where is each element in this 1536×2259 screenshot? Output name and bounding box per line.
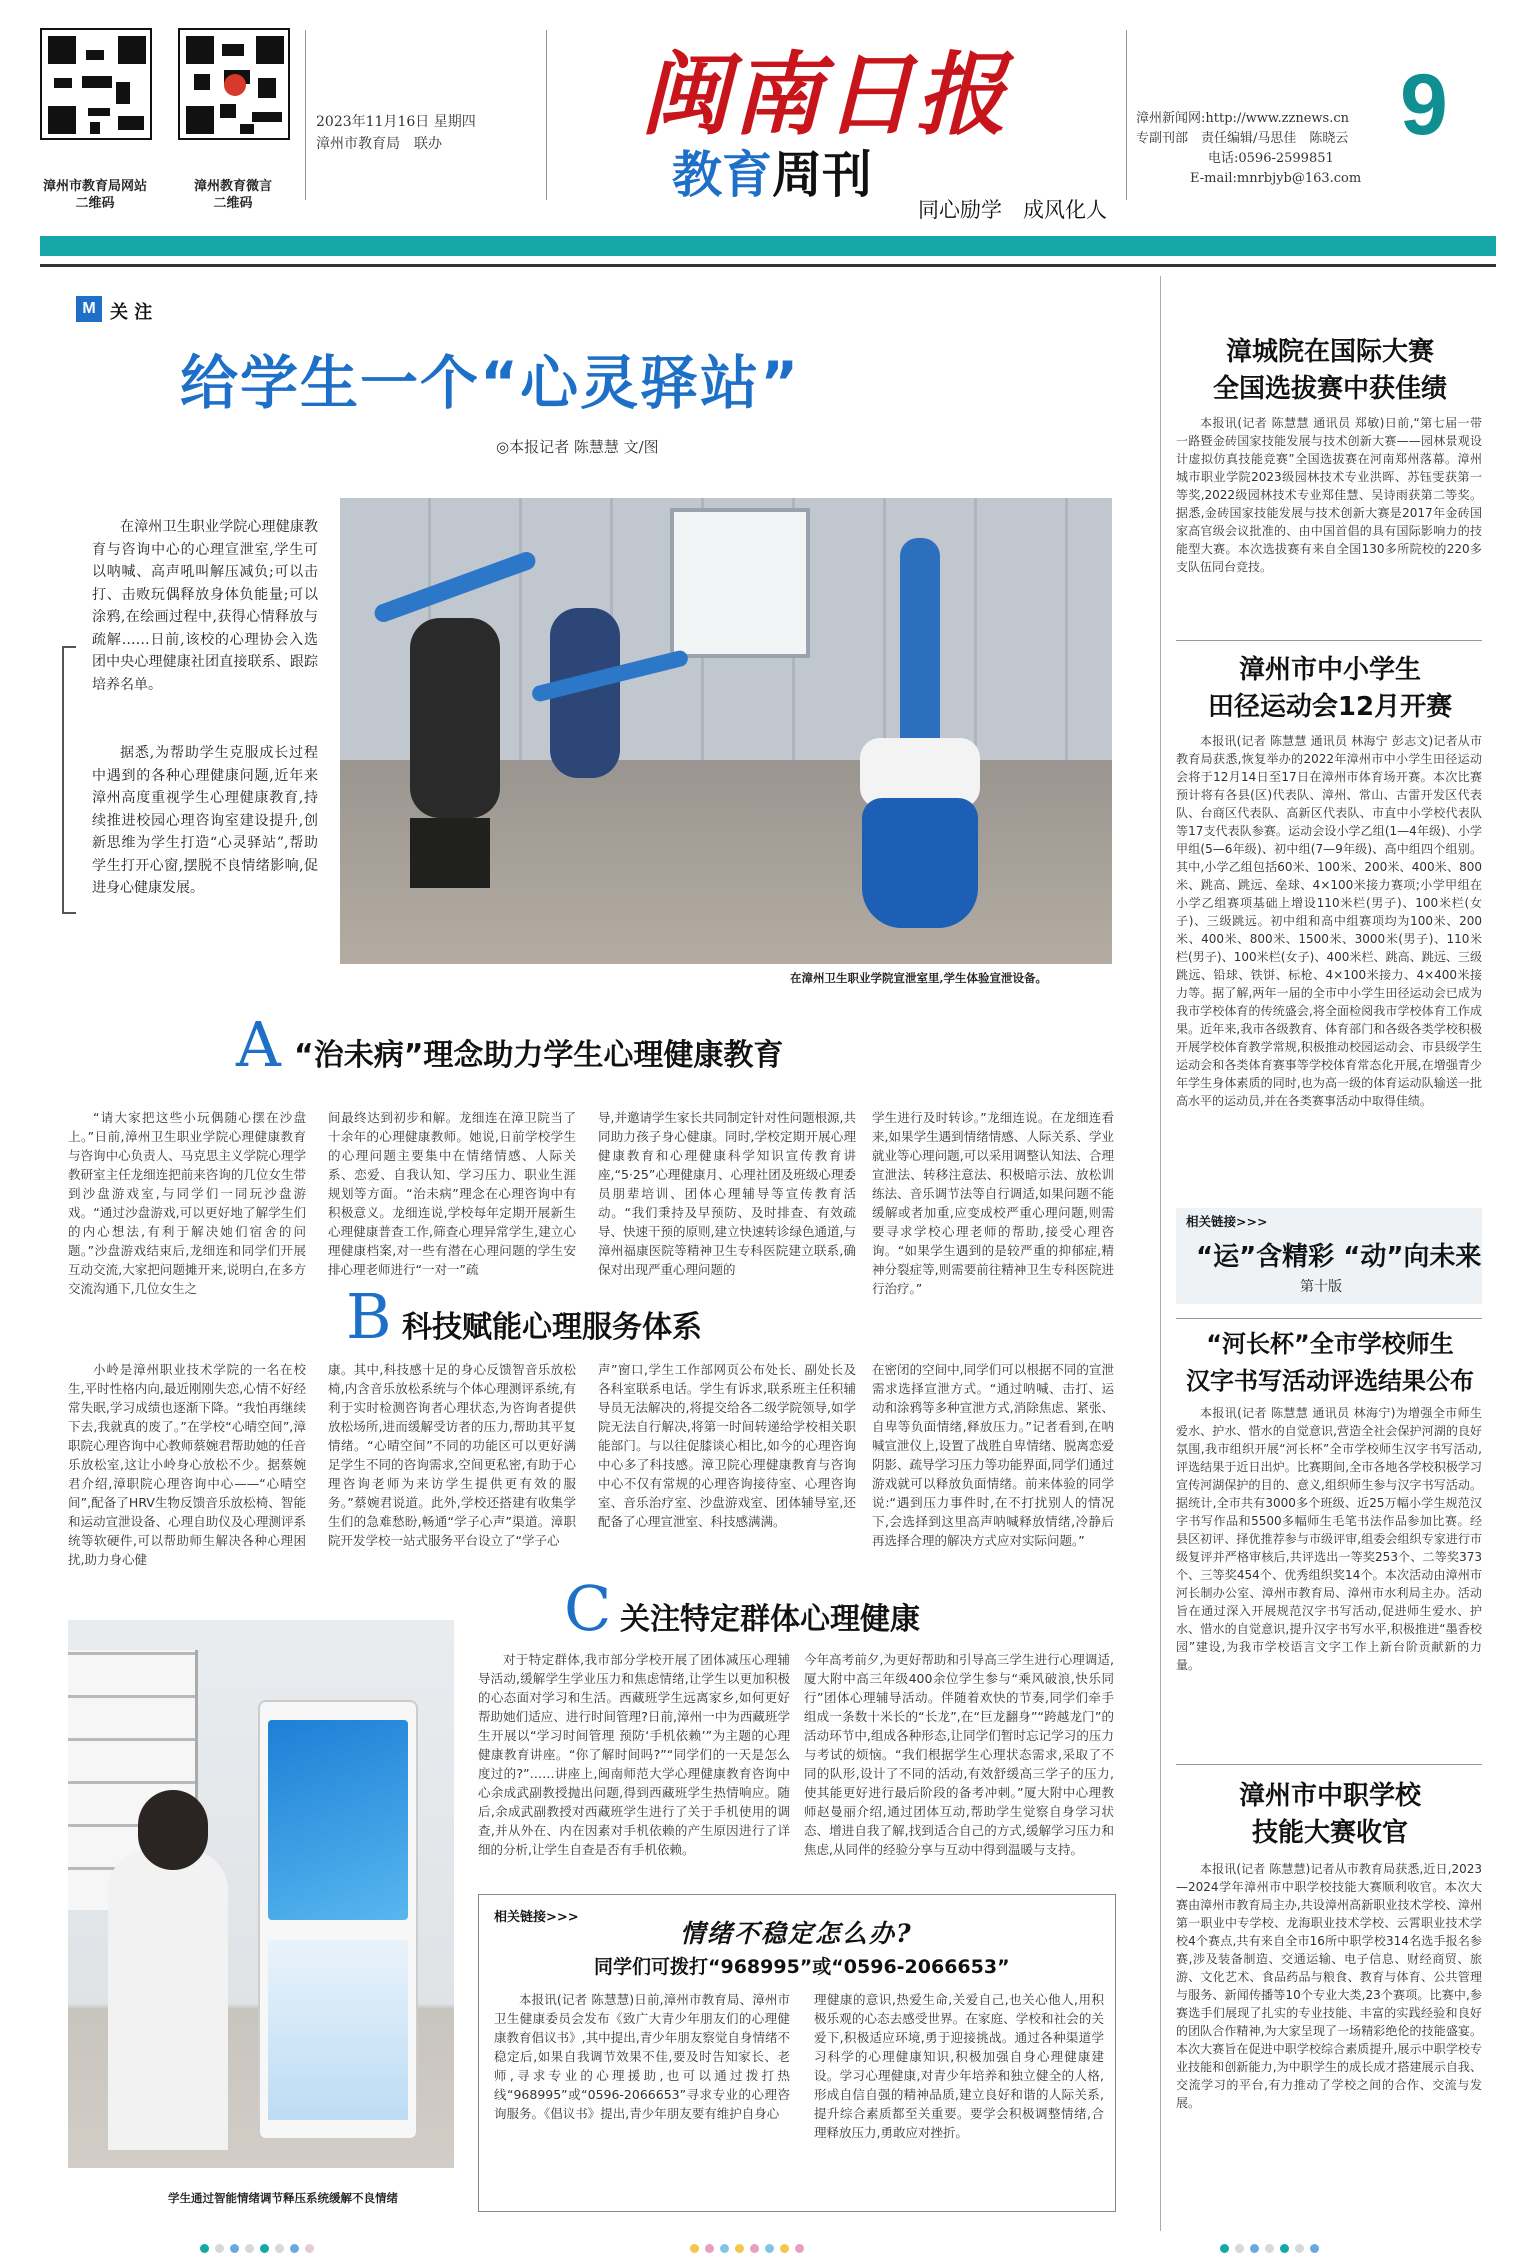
related-box-subtitle: 同学们可拨打“968995”或“0596-2066653” [594,1956,1010,1978]
section-b-col4: 在密闭的空间中,同学们可以根据不同的宣泄需求选择宣泄方式。“通过呐喊、击打、运动和涂鸦等多种宣泄方式,消除焦虑、紧张、自卑等负面情绪,释放压力。”记者看到,在呐喊宣泄仪上,设置了战胜自卑情绪、脱离恋爱阴影、疏导学习压力等功能界面,同学们通过游戏就可以释放负面情绪。前来体验的同学说:“遇到压力事件时,在不打扰别人的情况下,会选择到这里高声呐喊释放情绪,冷静后再选择合理的解决方式应对实际问题。” [872,1362,1114,1548]
related-box-col1: 本报讯(记者 陈慧慧)日前,漳州市教育局、漳州市卫生健康委员会发布《致广大青少年朋友们的心理健康教育倡议书》,其中提出,青少年朋友察觉自身情绪不稳定后,如果自我调节效果不佳,要及时告知家长、老师,寻求专业的心理援助,也可以通过拨打热线“968995”或“0596-2066653”寻求专业的心理咨询服务。《倡议书》提出,青少年朋友要有维护自身心 [494,1992,790,2121]
email-line: E-mail:mnrbjyb@163.com [1190,171,1362,186]
section-b-col1: 小岭是漳州职业技术学院的一名在校生,平时性格内向,最近刚刚失恋,心情不好经常失眠,学习成绩也逐渐下降。“我怕再继续下去,我就真的废了。”在学校“心晴空间”,漳职院心理咨询中心教师蔡婉君帮助她的任音乐放松室,这让小岭身心放松不少。据蔡婉君介绍,漳职院心理咨询中心——“心晴空间”,配备了HRV生物反馈音乐放松椅、智能和运动宣泄设备、心理自助仪及心理测评系统等软硬件,可以帮助师生解决各种心理困扰,助力身心健 [68,1362,306,1567]
issue-date: 2023年11月16日 星期四 [316,114,476,130]
related-box-title: 情绪不稳定怎么办? [680,1919,913,1948]
page-number: 9 [1400,57,1448,153]
tag-label: 关 注 [110,302,153,323]
section-name-accent: 教育 [672,145,772,204]
footer-dots-left [200,2238,320,2248]
right-story3-title: “河长杯”全市学校师生 汉字书写活动评选结果公布 [1186,1330,1474,1395]
section-name [672,145,872,204]
right-sep3 [1176,1764,1482,1765]
section-a-title: “治未病”理念助力学生心理健康教育 [294,1038,784,1073]
website-line: 漳州新闻网:http://www.zznews.cn [1136,111,1349,126]
tag-box: M [76,296,102,322]
right-story1-body: 本报讯(记者 陈慧慧 通讯员 郑敏)日前,“第七届一带一路暨金砖国家技能发展与技术创新大赛——园林景观设计虚拟仿真技能竞赛”全国选拔赛在河南郑州落幕。漳州城市职业学院2023级园林技术专业洪晖、苏钰雯获第一等奖,2022级园林技术专业郑佳慧、吴诗雨获第二等奖。据悉,金砖国家技能发展与技术创新大赛是2017年金砖国家高官级会议批准的、由中国首倡的具有国际影响力的技能型大赛。本次选拔赛有来自全国130多所院校的220多支队伍同台竞技。 [1176,416,1482,574]
right-story1-title: 漳城院在国际大赛 全国选拔赛中获佳绩 [1212,337,1447,404]
header-divider-left [305,30,306,200]
section-a-letter: A [236,1008,281,1081]
qr-code-left [40,28,152,140]
qr-code-right [178,28,290,140]
right-story3-body: 本报讯(记者 陈慧慧 通讯员 林海宁)为增强全市师生爱水、护水、惜水的自觉意识,营造全社会保护河湖的良好氛围,我市组织开展“河长杯”全市学校师生汉字书写活动,评选结果于近日出炉。比赛期间,全市各地各学校积极学习宣传河湖保护的目的、意义,组织师生参与汉字书写活动。据统计,全市共有3000多个班级、近25万幅小学生规范汉字书写作品和5500多幅师生毛笔书法作品参加比赛。经县区初评、择优推荐参与市级评审,组委会组织专家进行市级复评并严格审核后,共评选出一等奖253个、二等奖373个、三等奖454个、优秀组织奖14个。本次活动由漳州市河长制办公室、漳州市教育局、漳州市水利局主办。活动旨在通过深入开展规范汉字书写活动,促进师生爱水、护水、惜水的自觉意识,提升汉字书写水平,积极推进“墨香校园”建设,为我市学校语言文字工作上新台阶贡献新的力量。 [1176,1406,1482,1672]
slogan: 同心励学 成风化人 [918,198,1107,222]
byline: ◎本报记者 陈慧慧 文/图 [496,438,659,456]
right-story4-title: 漳州市中职学校 技能大赛收官 [1238,1781,1421,1848]
right-story2-body: 本报讯(记者 陈慧慧 通讯员 林海宁 彭志文)记者从市教育局获悉,恢复举办的2022年漳州市中小学生田径运动会将于12月14日至17日在漳州市体育场开赛。本次比赛预计将有各县(区)代表队、漳州、常山、古雷开发区代表队、台商区代表队、高新区代表队、市直中小学校代表队等17支代表队参赛。运动会设小学乙组(1—4年级)、小学甲组(5—6年级)、初中组(7—9年级)、高中组四个组别。其中,小学乙组包括60米、100米、200米、400米、800米、跳高、跳远、垒球、4×100米接力赛项;小学甲组在小学乙组赛项基础上增设110米栏(男子)、100米栏(女子)、三级跳远。初中组和高中组赛项均为100米、200米、400米、800米、1500米、3000米(男子)、110米栏(男子)、100米栏(女子)、400米栏、跳高、跳远、三级跳远、铅球、铁饼、标枪、4×100米接力、4×400米接力等。据了解,两年一届的全市中小学生田径运动会已成为我市学校体育的传统盛会,将全面检阅我市学校体育工作成果。近年来,我市各级教育、体育部门和各级各类学校积极开展学校体育教学常规,积极推动校园运动会、市县级学生运动会和各类体育赛事等学校体育常态化开展,在增强青少年学生身体素质的同时,也为高一级的体育运动队输送一批高水平的运动员,并在各类赛事活动中取得佳绩。 [1176,734,1482,1108]
right-linked-title: “运”含精彩 “动”向未来 [1196,1242,1482,1272]
footer-dots-center [690,2238,810,2248]
section-b-col2: 康。其中,科技感十足的身心反馈智音乐放松椅,内含音乐放松系统与个体心理测评系统,有利于实时检测咨询者心理状态,为咨询者提供放松场所,进而缓解受访者的压力,帮助其平复情绪。“心晴空间”不同的功能区可以更好满足学生不同的咨询需求,空间更私密,有助于心理咨询老师为来访学生提供更有效的服务。”蔡婉君说道。此外,学校还搭建有收集学生们的急难愁盼,畅通“学子心声”渠道。漳职院开发学校一站式服务平台设立了“学子心 [328,1362,576,1548]
header-teal-bar [40,236,1496,256]
section-c-col1: 对于特定群体,我市部分学校开展了团体减压心理辅导活动,缓解学生学业压力和焦虑情绪,让学生以更加积极的心态面对学习和生活。西藏班学生远离家乡,如何更好帮助她们适应、进行时间管理?日前,漳州一中为西藏班学生开展以“学习时间管理 预防‘手机依赖’”为主题的心理健康教育讲座。“你了解时间吗?”“同学们的一天是怎么度过的?”……讲座上,闽南师范大学心理健康教育咨询中心余成武副教授抛出问题,得到西藏班学生热情响应。随后,余成武副教授对西藏班学生进行了关于手机使用的调查,并从外在、内在因素对手机依赖的产生原因进行了详细的分析,让学生自查是否有手机依赖。 [478,1652,790,1857]
intro-paragraph-1: 在漳州卫生职业学院心理健康教育与咨询中心的心理宣泄室,学生可以呐喊、高声吼叫解压减负;可以击打、击败玩偶释放身体负能量;可以涂鸦,在绘画过程中,获得心情释放与疏解……日前,该校的心理协会入选团中央心理健康社团直接联系、跟踪培养名单。 [92,519,318,693]
right-linked-label: 相关链接>>> [1186,1214,1268,1229]
qr-left-label: 漳州市教育局网站 二维码 [42,179,147,211]
intro-paragraph-2: 据悉,为帮助学生克服成长过程中遇到的各种心理健康问题,近年来漳州高度重视学生心理健康教育,持续推进校园心理咨询室建设提升,创新思维为学生打造“心灵驿站”,帮助学生打开心窗,摆脱不良情绪影响,促进身心健康发展。 [92,745,318,896]
masthead-title: 闽南日报 [640,42,1008,148]
phone-line: 电话:0596-2599851 [1208,151,1334,166]
header-rule [40,264,1496,267]
right-story2-title: 漳州市中小学生 田径运动会12月开赛 [1207,655,1453,722]
footer-dots-right [1220,2238,1325,2248]
column-divider [1160,276,1161,2231]
section-c-letter: C [564,1572,612,1645]
section-a-col2: 间最终达到初步和解。龙细连在漳卫院当了十余年的心理健康教师。她说,日前学校学生的心理问题主要集中在情绪情感、人际关系、恋爱、自我认知、学习压力、职业生涯规划等方面。“治未病”理念在心理咨询中有积极意义。龙细连说,学校每年定期开展新生心理健康普查工作,筛查心理异常学生,建立心理健康档案,对一些有潜在心理问题的学生安排心理老师进行“一对一”疏 [328,1110,576,1277]
related-box-label: 相关链接>>> [494,1910,579,1925]
right-sep1 [1176,640,1482,641]
header-divider-right [1126,30,1127,200]
right-story4-body: 本报讯(记者 陈慧慧)记者从市教育局获悉,近日,2023—2024学年漳州市中职学校技能大赛顺利收官。本次大赛由漳州市教育局主办,共设漳州高新职业技术学校、漳州第一职业中专学校、龙海职业技术学校、云霄职业技术学校4个赛点,共有来自全市16所中职学校314名选手报名参赛,涉及装备制造、交通运输、电子信息、财经商贸、旅游、文化艺术、食品药品与粮食、教育与体育、公共管理与服务、新闻传播等10个专业大类,23个赛项。比赛中,参赛选手们展现了扎实的专业技能、丰富的实践经验和良好的团队合作精神,为大家呈现了一场精彩绝伦的技能盛宴。本次大赛旨在促进中职学校综合素质提升,展示中职学校专业技能和创新能力,为中职学生的成长成才搭建展示自我、交流学习的平台,有力推动了学校之间的合作、交流与发展。 [1176,1862,1482,2110]
section-b-title: 科技赋能心理服务体系 [402,1310,702,1345]
main-headline: 给学生一个“心灵驿站” [180,349,801,417]
right-sep2 [1176,1318,1482,1319]
photo-emotion-terminal [68,1620,454,2168]
section-a-col1: “请大家把这些小玩偶随心摆在沙盘上。”日前,漳州卫生职业学院心理健康教育与咨询中心负责人、马克思主义学院心理学教研室主任龙细连把前来咨询的几位女生带到沙盘游戏室,与同学们一同玩沙盘游戏。“通过沙盘游戏,可以更好地了解学生们的内心想法,有利于解决她们宿舍的问题。”沙盘游戏结束后,龙细连和同学们开展互动交流,大家把问题摊开来,说明白,在多方交流沟通下,几位女生之 [68,1110,306,1296]
masthead-divider [546,30,547,200]
editors-line: 专副刊部 责任编辑/马思佳 陈晓云 [1136,131,1349,146]
right-linked-sub: 第十版 [1300,1279,1342,1295]
section-b-col3: 声”窗口,学生工作部网页公布处长、副处长及各科室联系电话。学生有诉求,联系班主任积辅导员无法解决的,将提交给各二级学院领导,如学院无法自行解决,将第一时间转递给学校相关职能部门。与以往促膝谈心相比,如今的心理咨询中心多了科技感。漳卫院心理健康教育与咨询中心不仅有常规的心理咨询接待室、心理咨询室、音乐治疗室、沙盘游戏室、团体辅导室,还配备了心理宣泄室、科技感满满。 [598,1362,856,1529]
section-c-col2: 今年高考前夕,为更好帮助和引导高三学生进行心理调适,厦大附中高三年级400余位学生参与“乘风破浪,快乐同行”团体心理辅导活动。伴随着欢快的节奏,同学们牵手组成一条数十米长的“长龙”,在“巨龙翻身”“跨越龙门”的活动环节中,组成各种形态,让同学们暂时忘记学习的压力与考试的烦恼。“我们根据学生心理状态需求,采取了不同的队形,设计了不同的活动,有效舒缓高三学子的压力,使其能更好进行最后阶段的备考冲刺。”厦大附中心理教师赵曼丽介绍,通过团体互动,帮助学生觉察自身学习状态、增进自我了解,找到适合自己的方式,缓解学习压力和焦虑,从同伴的经验分享与互动中得到温暖与支持。 [804,1652,1114,1857]
section-c-title: 关注特定群体心理健康 [620,1602,920,1637]
section-b-letter: B [346,1280,392,1353]
sponsor-line: 漳州市教育局 联办 [316,136,442,152]
qr-right-label: 漳州教育微言 二维码 [193,179,272,211]
photo2-caption: 学生通过智能情绪调节释压系统缓解不良情绪 [168,2191,398,2205]
section-name-rest: 周刊 [772,145,872,204]
photo-catharsis-room [340,498,1112,964]
photo1-caption: 在漳州卫生职业学院宣泄室里,学生体验宣泄设备。 [790,971,1048,985]
section-a-col4: 学生进行及时转诊。”龙细连说。在龙细连看来,如果学生遇到情绪情感、人际关系、学业就业等心理问题,可以采用调整认知法、合理宣泄法、转移注意法、积极暗示法、放松训练法、音乐调节法等自行调适,如果问题不能缓解或者加重,应变成校严重心理问题,则需要寻求学校心理老师的帮助,接受心理咨询。“如果学生遇到的是较严重的抑郁症,精神分裂症等,则需要前往精神卫生专科医院进行治疗。” [872,1110,1114,1296]
related-box-col2: 理健康的意识,热爱生命,关爱自己,也关心他人,用积极乐观的心态去感受世界。在家庭、学校和社会的关爱下,积极适应环境,勇于迎接挑战。通过各种渠道学习科学的心理健康知识,积极加强自身心理健康建设。学习心理健康,对青少年培养和独立健全的人格,形成自信自强的精神品质,建立良好和谐的人际关系,提升综合素质都至关重要。要学会积极调整情绪,合理释放压力,勇敢应对挫折。 [814,1992,1104,2140]
section-a-col3: 导,并邀请学生家长共同制定针对性问题根源,共同助力孩子身心健康。同时,学校定期开展心理健康教育和心理健康科学知识宣传教育讲座,“5·25”心理健康月、心理社团及班级心理委员朋辈培训、团体心理辅导等宣传教育活动。“我们秉持及早预防、及时排查、有效疏导、快速干预的原则,建立快速转诊绿色通道,与漳州福康医院等精神卫生专科医院建立联系,确保对出现严重心理问题的 [598,1110,856,1277]
intro-bracket [62,646,76,914]
